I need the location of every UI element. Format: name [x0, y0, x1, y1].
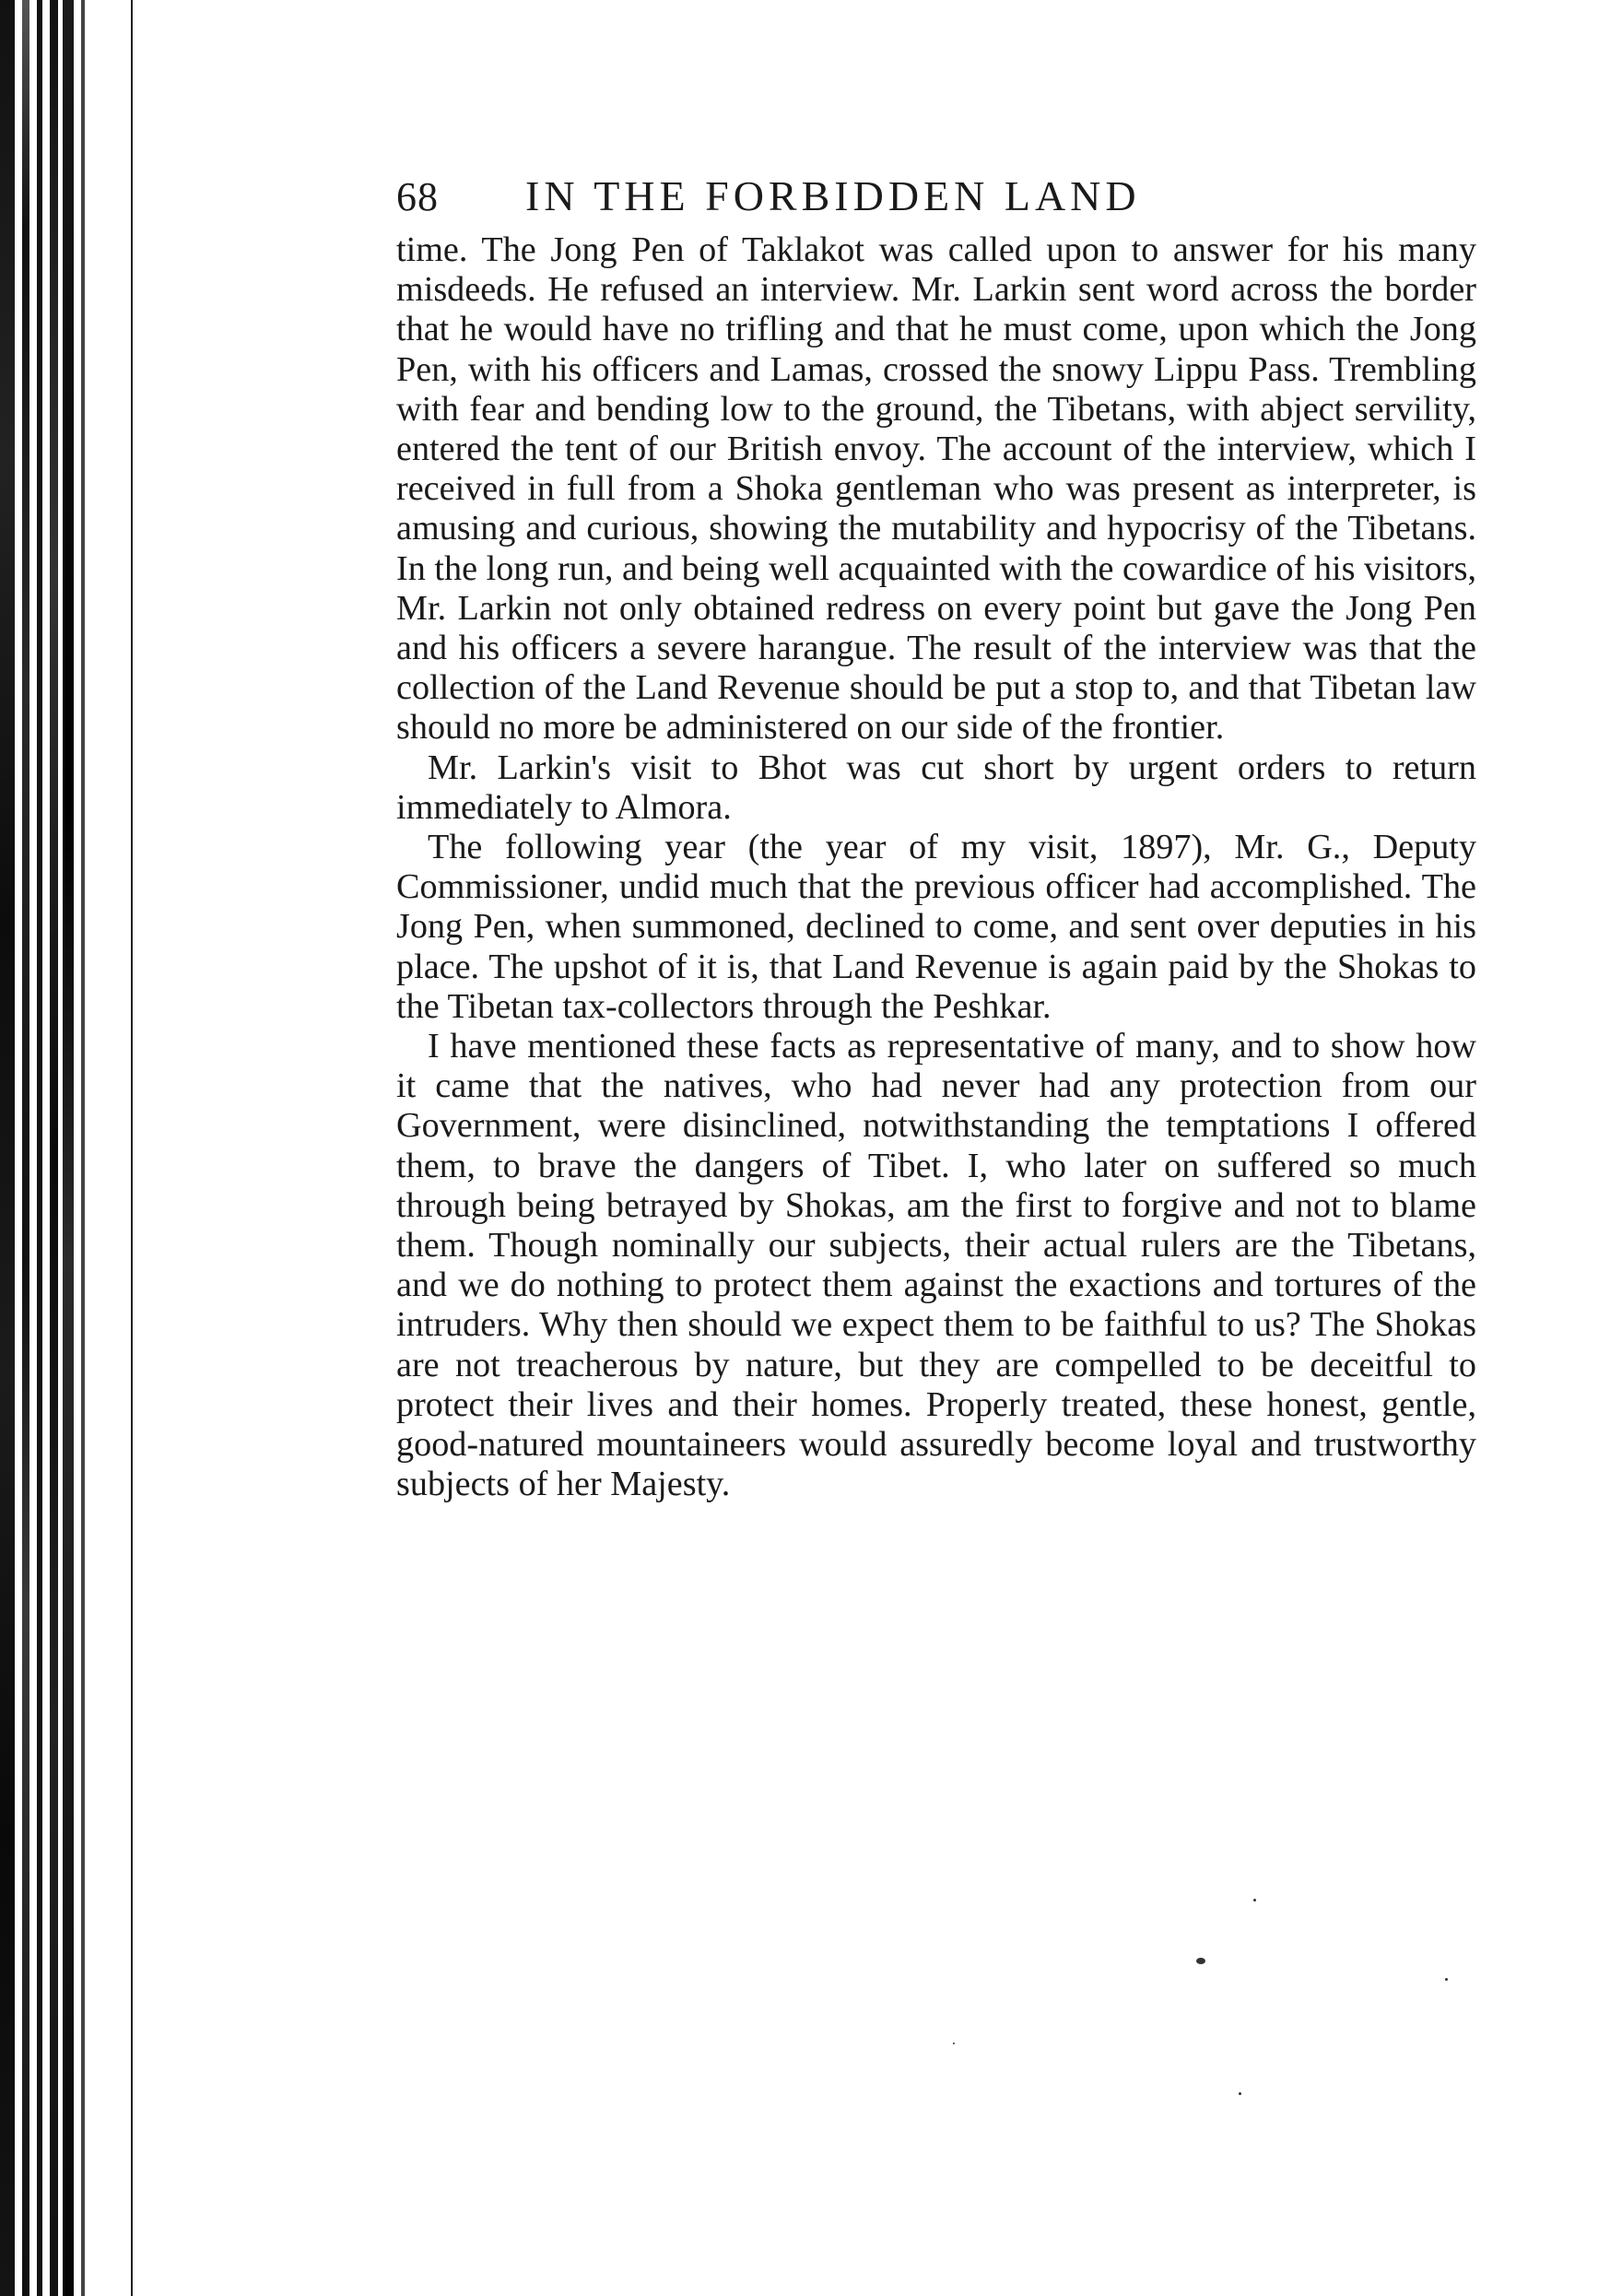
binding-shadow: [0, 0, 15, 2296]
running-head: [396, 171, 1476, 227]
ink-speck: [1253, 1899, 1256, 1902]
binding-shadow: [50, 0, 58, 2296]
book-page: [396, 171, 1476, 1505]
paragraph: Mr. Larkin's visit to Bhot was cut short by urgent orders to return immediately to Almora.: [396, 748, 1476, 827]
ink-speck: [1445, 1978, 1448, 1981]
ink-speck: [953, 2043, 955, 2044]
ink-speck: [1196, 1958, 1205, 1964]
binding-shadow: [22, 0, 29, 2296]
body-text: [396, 230, 1476, 1505]
binding-shadow: [37, 0, 42, 2296]
paragraph: I have mentioned these facts as representative of many, and to show how it came that the natives, who had never had any protection from our Government, were disinclined, notwithstanding the temptations I offered them, to brave the dangers of Tibet. I, who later on suffered so much through being betrayed by Shokas, am the first to forgive and not to blame them. Though nominally our subjects, their actual rulers are the Tibetans, and we do nothing to protect them against the exactions and tortures of the intruders. Why then should we expect them to be faithful to us? The Shokas are not treacherous by nature, but they are compelled to be deceitful to protect their lives and their homes. Properly treated, these honest, gentle, good-natured mountaineers would assuredly become loyal and trustworthy subjects of her Majesty.: [396, 1027, 1476, 1504]
binding-shadow: [81, 0, 85, 2296]
ink-speck: [1239, 2092, 1241, 2095]
page-number: 68: [396, 174, 439, 219]
paragraph: time. The Jong Pen of Taklakot was called upon to answer for his many misdeeds. He refused an interview. Mr. Larkin sent word across the border that he would have no trifling and that he must come, upon which the Jong Pen, with his officers and Lamas, crossed the snowy Lippu Pass. Trembling with fear and bending low to the ground, the Tibetans, with abject servility, entered the tent of our British envoy. The account of the interview, which I received in full from a Shoka gentleman who was present as interpreter, is amusing and curious, showing the mutability and hypocrisy of the Tibetans. In the long run, and being well acquainted with the cowardice of his visitors, Mr. Larkin not only obtained redress on every point but gave the Jong Pen and his officers a severe harangue. The result of the interview was that the collection of the Land Revenue should be put a stop to, and that Tibetan law should no more be administered on our side of the frontier.: [396, 230, 1476, 748]
page-edge-line: [131, 0, 133, 2296]
running-title: IN THE FORBIDDEN LAND: [525, 172, 1141, 219]
binding-shadow: [63, 0, 74, 2296]
paragraph: The following year (the year of my visit, 1897), Mr. G., Deputy Commissioner, undid much that the previous officer had accomplished. The Jong Pen, when summoned, declined to come, and sent over deputies in his place. The upshot of it is, that Land Revenue is again paid by the Shokas to the Tibetan tax-collectors through the Peshkar.: [396, 828, 1476, 1026]
binding-edge: [0, 0, 138, 2296]
